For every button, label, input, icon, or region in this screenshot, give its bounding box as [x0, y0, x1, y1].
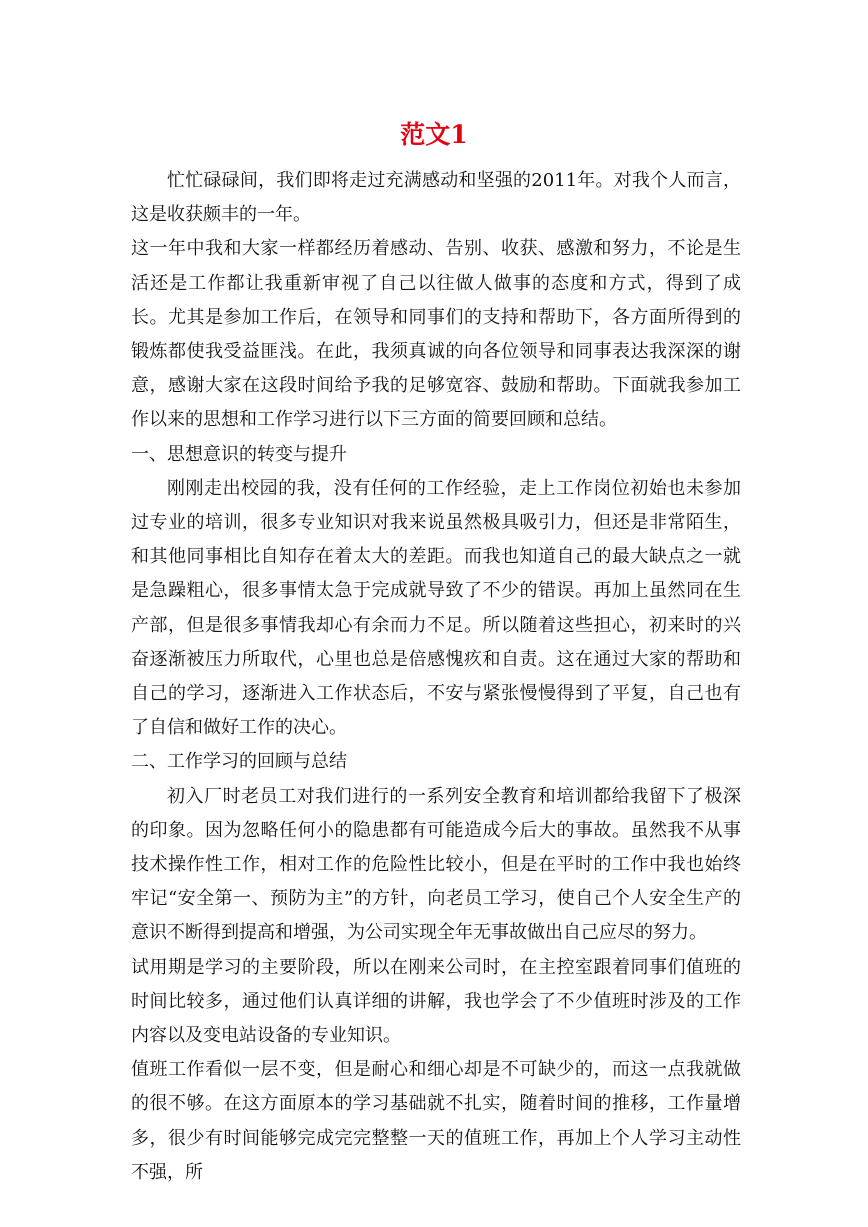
- paragraph: 忙忙碌碌间，我们即将走过充满感动和坚强的2011年。对我个人而言，这是收获颇丰的一年。: [131, 170, 741, 226]
- section-heading: 二、工作学习的回顾与总结: [131, 751, 347, 773]
- paragraph: 初入厂时老员工对我们进行的一系列安全教育和培训都给我留下了极深的印象。因为忽略任何小的隐患都有可能造成今后大的事故。虽然我不从事技术操作性工作，相对工作的危险性比较小，但是在平时的工作中我也始终牢记“安全第一、预防为主”的方针，向老员工学习，使自己个人安全生产的意识不断得到提高和增强，为公司实现全年无事故做出自己应尽的努力。: [131, 785, 741, 944]
- paragraph: 值班工作看似一层不变，但是耐心和细心却是不可缺少的，而这一点我就做的很不够。在这方面原本的学习基础就不扎实，随着时间的推移，工作量增多，很少有时间能够完成完完整整一天的值班工作，再加上个人学习主动性不强，所: [131, 1059, 741, 1183]
- paragraph: 刚刚走出校园的我，没有任何的工作经验，走上工作岗位初始也未参加过专业的培训，很多专业知识对我来说虽然极具吸引力，但还是非常陌生，和其他同事相比自知存在着太大的差距。而我也知道自己的最大缺点之一就是急躁粗心，很多事情太急于完成就导致了不少的错误。再加上虽然同在生产部，但是很多事情我却心有余而力不足。所以随着这些担心，初来时的兴奋逐渐被压力所取代，心里也总是倍感愧疚和自责。这在通过大家的帮助和自己的学习，逐渐进入工作状态后，不安与紧张慢慢得到了平复，自己也有了自信和做好工作的决心。: [131, 477, 741, 739]
- document-body: [131, 164, 741, 1190]
- paragraph: 这一年中我和大家一样都经历着感动、告别、收获、感激和努力，不论是生活还是工作都让我重新审视了自己以往做人做事的态度和方式，得到了成长。尤其是参加工作后，在领导和同事们的支持和帮助下，各方面所得到的锻炼都使我受益匪浅。在此，我须真诚的向各位领导和同事表达我深深的谢意，感谢大家在这段时间给予我的足够宽容、鼓励和帮助。下面就我参加工作以来的思想和工作学习进行以下三方面的简要回顾和总结。: [131, 238, 741, 431]
- document-title: 范文1: [400, 120, 468, 149]
- section-heading: 一、思想意识的转变与提升: [131, 443, 347, 465]
- paragraph: 试用期是学习的主要阶段，所以在刚来公司时，在主控室跟着同事们值班的时间比较多，通过他们认真详细的讲解，我也学会了不少值班时涉及的工作内容以及变电站设备的专业知识。: [131, 956, 741, 1047]
